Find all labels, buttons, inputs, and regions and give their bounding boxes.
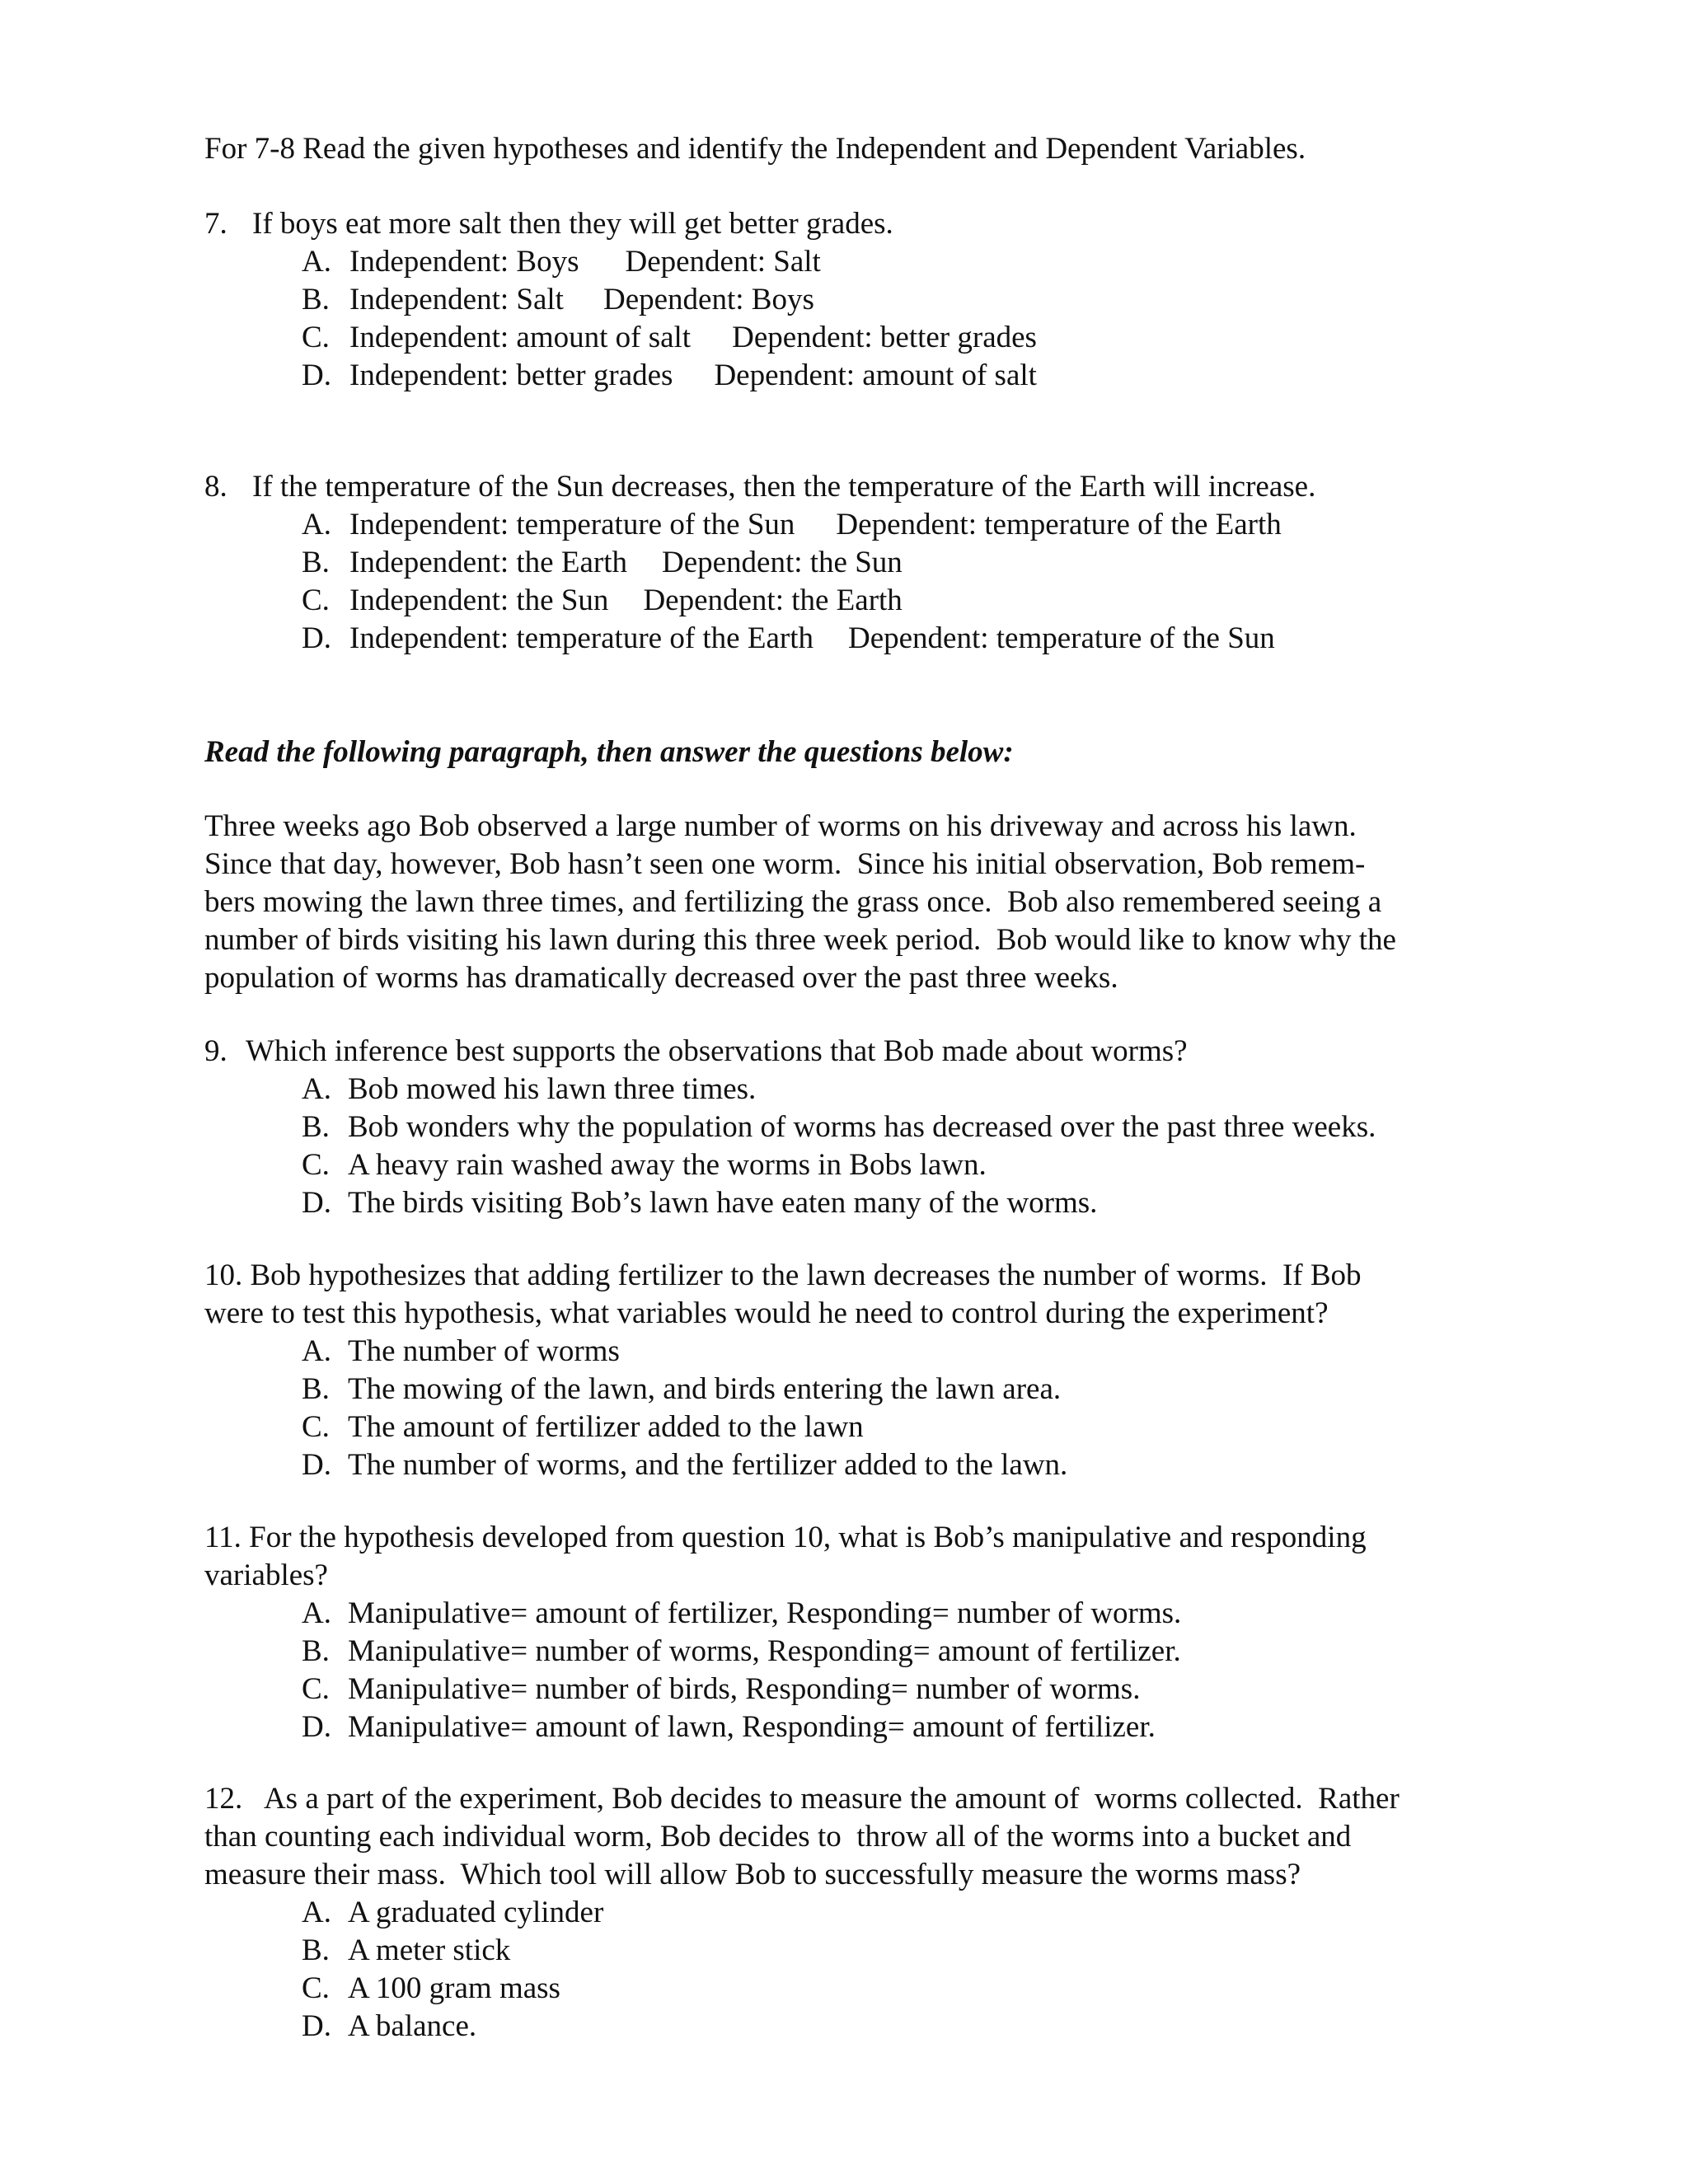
option-letter: D. [302,359,331,392]
option-text: A heavy rain washed away the worms in Bobs lawn. [348,1148,987,1182]
option-letter: A. [302,1896,331,1929]
option-dependent: Dependent: amount of salt [714,359,1037,392]
option-dependent: Dependent: the Sun [661,546,903,579]
option-text: The number of worms, and the fertilizer added to the lawn. [348,1448,1068,1482]
option-letter: D. [302,2009,331,2043]
option-independent: Independent: Boys [349,245,579,279]
option-independent: Independent: the Earth [349,546,627,579]
option-letter: A. [302,1596,331,1630]
option-d [204,357,1037,395]
option-text: The amount of fertilizer added to the lawn [348,1410,864,1444]
question-11-stem: 11. For the hypothesis developed from question 10, what is Bob’s manipulative and responding [204,1521,1367,1554]
paragraph-line: Three weeks ago Bob observed a large number of worms on his driveway and across his lawn. [204,809,1357,843]
question-10-stem: 10. Bob hypothesizes that adding fertilizer to the lawn decreases the number of worms. If Bob [204,1258,1362,1292]
paragraph-heading-section [204,733,1014,771]
question-10-stem: were to test this hypothesis, what variables would he need to control during the experiment? [204,1296,1329,1330]
paragraph-line: bers mowing the lawn three times, and fertilizing the grass once. Bob also remembered seeing a [204,885,1382,919]
option-text: The birds visiting Bob’s lawn have eaten many of the worms. [348,1186,1098,1220]
option-a [204,1333,1362,1371]
option-text: Manipulative= amount of lawn, Responding= amount of fertilizer. [348,1710,1156,1744]
option-text: A meter stick [348,1933,511,1967]
option-letter: B. [302,546,330,579]
option-letter: B. [302,1634,330,1668]
option-text: A graduated cylinder [348,1896,604,1929]
intro-text: For 7-8 Read the given hypotheses and identify the Independent and Dependent Variables. [204,132,1306,166]
option-d [204,1708,1367,1746]
option-d [204,1446,1362,1484]
option-text: Manipulative= number of birds, Responding= number of worms. [348,1672,1141,1706]
question-9 [204,1033,1376,1222]
question-7-stem [204,205,1037,243]
option-letter: D. [302,1186,331,1220]
option-b [204,1932,1400,1970]
option-text: The number of worms [348,1334,620,1368]
story-paragraph [204,808,1396,997]
option-letter: D. [302,621,331,655]
option-letter: C. [302,1410,330,1444]
option-letter: A. [302,1072,331,1106]
option-letter: C. [302,1672,330,1706]
question-12-stem: measure their mass. Which tool will allow Bob to successfully measure the worms mass? [204,1858,1301,1891]
option-a [204,243,1037,281]
option-independent: Independent: the Sun [349,583,609,617]
option-letter: A. [302,508,331,541]
option-letter: C. [302,321,330,354]
option-dependent: Dependent: the Earth [643,583,903,617]
option-b [204,281,1037,319]
intro-section [204,130,1306,168]
option-b [204,1633,1367,1671]
question-number: 9. [204,1034,227,1068]
question-11 [204,1519,1367,1746]
option-letter: B. [302,1372,330,1406]
paragraph-line: population of worms has dramatically decreased over the past three weeks. [204,961,1118,995]
question-8-stem [204,468,1315,506]
option-letter: B. [302,283,330,316]
option-b [204,1108,1376,1146]
option-c [204,319,1037,357]
option-c [204,1671,1367,1708]
option-dependent: Dependent: temperature of the Earth [836,508,1282,541]
option-text: The mowing of the lawn, and birds entering the lawn area. [348,1372,1062,1406]
option-letter: B. [302,1933,330,1967]
question-8 [204,468,1315,658]
option-letter: D. [302,1448,331,1482]
option-c [204,1970,1400,2008]
option-c [204,1146,1376,1184]
option-letter: A. [302,245,331,279]
option-dependent: Dependent: temperature of the Sun [847,621,1275,655]
option-independent: Independent: better grades [349,359,673,392]
option-a [204,1071,1376,1108]
option-c [204,1408,1362,1446]
option-text: A 100 gram mass [348,1971,560,2005]
option-letter: C. [302,1971,330,2005]
question-number: 8. [204,470,227,504]
option-dependent: Dependent: Salt [625,245,821,279]
option-dependent: Dependent: better grades [732,321,1037,354]
question-12-stem: than counting each individual worm, Bob decides to throw all of the worms into a bucket and [204,1820,1352,1854]
option-a [204,1894,1400,1932]
question-text: If boys eat more salt then they will get better grades. [252,207,893,241]
option-text: Bob mowed his lawn three times. [348,1072,757,1106]
option-text: A balance. [348,2009,477,2043]
question-10 [204,1257,1362,1484]
option-letter: C. [302,1148,330,1182]
paragraph-heading: Read the following paragraph, then answer the questions below: [204,735,1014,769]
option-independent: Independent: temperature of the Sun [349,508,795,541]
option-dependent: Dependent: Boys [603,283,814,316]
option-b [204,544,1315,582]
option-independent: Independent: Salt [349,283,564,316]
question-text: If the temperature of the Sun decreases, then the temperature of the Earth will increase. [252,470,1316,504]
question-12-stem: 12. As a part of the experiment, Bob decides to measure the amount of worms collected. Rather [204,1782,1400,1816]
question-text: Which inference best supports the observations that Bob made about worms? [246,1034,1188,1068]
option-b [204,1371,1362,1408]
option-d [204,1184,1376,1222]
question-9-stem [204,1033,1376,1071]
question-7 [204,205,1037,395]
option-letter: A. [302,1334,331,1368]
option-c [204,582,1315,620]
option-a [204,1595,1367,1633]
question-12 [204,1780,1400,2046]
option-independent: Independent: temperature of the Earth [349,621,814,655]
option-letter: D. [302,1710,331,1744]
option-d [204,2008,1400,2046]
option-text: Manipulative= amount of fertilizer, Responding= number of worms. [348,1596,1182,1630]
option-text: Bob wonders why the population of worms has decreased over the past three weeks. [348,1110,1376,1144]
option-letter: B. [302,1110,330,1144]
option-a [204,506,1315,544]
paragraph-line: number of birds visiting his lawn during this three week period. Bob would like to know why the [204,923,1396,957]
option-text: Manipulative= number of worms, Responding= amount of fertilizer. [348,1634,1181,1668]
paragraph-line: Since that day, however, Bob hasn’t seen one worm. Since his initial observation, Bob remem- [204,847,1366,881]
question-number: 7. [204,207,227,241]
option-d [204,620,1315,658]
option-independent: Independent: amount of salt [349,321,692,354]
option-letter: C. [302,583,330,617]
question-11-stem: variables? [204,1558,328,1592]
